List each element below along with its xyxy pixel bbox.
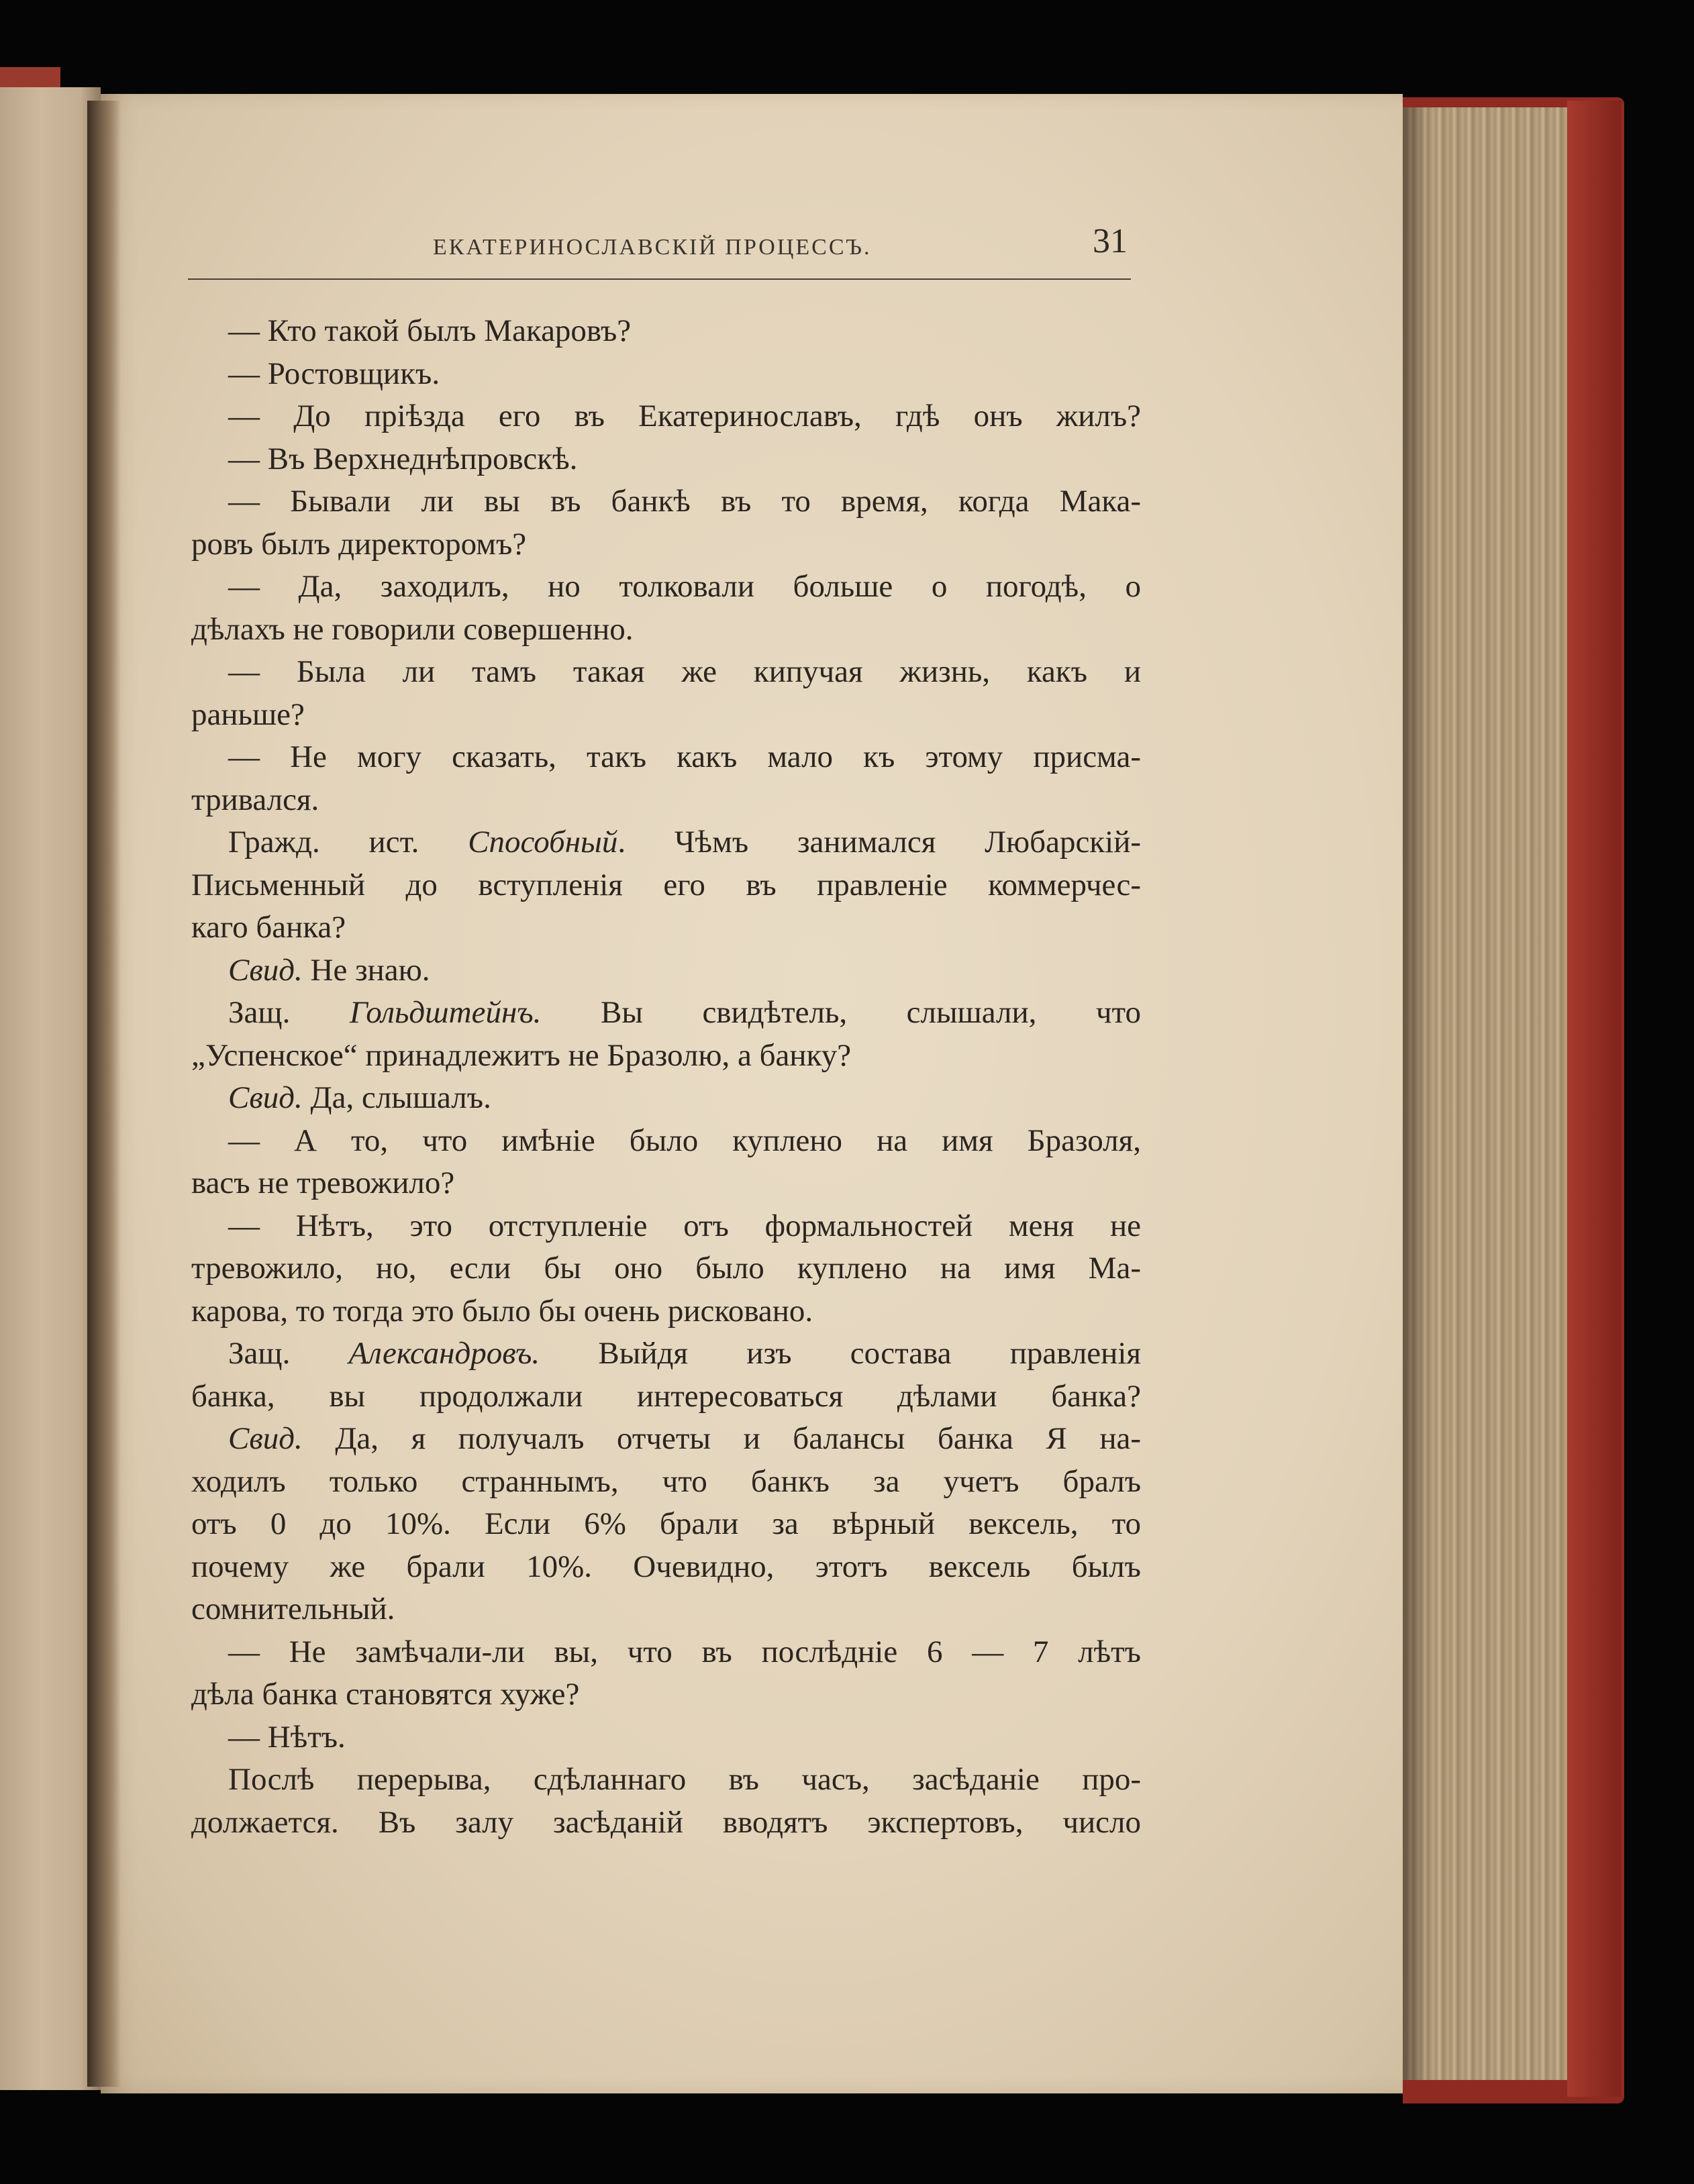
text-line: — Не замѣчали-ли вы, что въ послѣдніе 6 — 7 лѣтъ xyxy=(228,1634,1141,1669)
text-line: „Успенское“ принадлежитъ не Бразолю, а банку? xyxy=(191,1037,852,1073)
text-line: тривался. xyxy=(191,782,319,817)
text-line-segment: Да, слышалъ. xyxy=(302,1080,491,1115)
text-line: — А то, что имѣніе было куплено на имя Бразоля, xyxy=(228,1123,1141,1158)
text-line xyxy=(191,992,1141,1035)
text-line: — До пріѣзда его въ Екатеринославъ, гдѣ онъ жилъ? xyxy=(228,399,1141,433)
text-line-segment: Защ. xyxy=(228,995,350,1030)
running-title: ЕКАТЕРИНОСЛАВСКІЙ ПРОЦЕССЪ. xyxy=(433,235,872,260)
text-line xyxy=(191,1077,1141,1120)
text-line: — Была ли тамъ такая же кипучая жизнь, какъ и xyxy=(228,654,1141,689)
text-line: — Да, заходилъ, но толковали больше о погодѣ, о xyxy=(228,569,1141,604)
text-line: раньше? xyxy=(191,696,305,732)
page-edges-shadow xyxy=(1403,107,1430,2080)
text-line: — Бывали ли вы въ банкѣ въ то время, когда Мака- xyxy=(228,484,1141,519)
speaker-name: Свид. xyxy=(228,1421,303,1456)
text-line: Послѣ перерыва, сдѣланнаго въ часъ, засѣданіе про- xyxy=(228,1762,1141,1797)
text-line: ходилъ только страннымъ, что банкъ за учетъ бралъ xyxy=(191,1463,1141,1499)
text-line: — Кто такой былъ Макаровъ? xyxy=(228,313,632,348)
text-line: васъ не тревожило? xyxy=(191,1165,455,1200)
text-line xyxy=(191,1333,1141,1375)
text-line-segment: Защ. xyxy=(228,1336,349,1371)
speaker-name: Способный xyxy=(468,825,618,860)
text-line-segment: Не знаю. xyxy=(302,952,430,988)
text-line: сомнительный. xyxy=(191,1592,395,1626)
text-line: дѣла банка становятся хуже? xyxy=(191,1677,580,1712)
text-line: тревожило, но, если бы оно было куплено на имя Ма- xyxy=(191,1251,1141,1286)
text-line: банка, вы продолжали интересоваться дѣлами банка? xyxy=(191,1378,1141,1414)
text-line: Письменный до вступленія его въ правленіе коммерчес- xyxy=(191,867,1141,902)
text-line-segment: Гражд. ист. xyxy=(228,825,468,860)
page-number: 31 xyxy=(1093,222,1128,260)
text-line: — Не могу сказать, такъ какъ мало къ этому присма- xyxy=(228,739,1141,774)
text-line-segment: Да, я получалъ отчеты и балансы банка Я на- xyxy=(302,1421,1141,1456)
text-line xyxy=(191,821,1141,864)
text-line: каго банка? xyxy=(191,910,346,945)
text-line-segment: . Чѣмъ занимался Любарскій- xyxy=(617,825,1141,860)
text-line: — Въ Верхнеднѣпровскѣ. xyxy=(228,441,578,476)
text-line: карова, то тогда это было бы очень рисковано. xyxy=(191,1293,813,1329)
text-line xyxy=(191,1418,1141,1461)
cover-spine-edge xyxy=(1567,101,1621,2097)
speaker-name: Свид. xyxy=(228,952,303,988)
previous-page-strip xyxy=(0,87,101,2090)
speaker-name: Свид. xyxy=(228,1080,303,1115)
speaker-name: Гольдштейнъ. xyxy=(349,995,542,1030)
text-line: ровъ былъ директоромъ? xyxy=(191,526,527,562)
text-line: отъ 0 до 10%. Если 6% брали за вѣрный вексель, то xyxy=(191,1506,1141,1541)
text-line: почему же брали 10%. Очевидно, этотъ вексель былъ xyxy=(191,1549,1141,1584)
speaker-name: Александровъ. xyxy=(348,1336,540,1371)
running-header xyxy=(195,221,1128,275)
text-line: — Нѣтъ, это отступленіе отъ формальностей меня не xyxy=(228,1208,1141,1243)
text-line: должается. Въ залу засѣданій вводятъ экспертовъ, число xyxy=(191,1804,1141,1840)
text-line-segment: Вы свидѣтель, слышали, что xyxy=(541,995,1141,1030)
text-line-segment: Выйдя изъ состава правленія xyxy=(540,1336,1141,1371)
body-text xyxy=(191,310,1141,1844)
page-gutter-shadow xyxy=(87,101,121,2087)
text-line: — Ростовщикъ. xyxy=(228,356,440,391)
text-line xyxy=(191,949,1141,992)
header-rule xyxy=(188,278,1131,280)
text-line: — Нѣтъ. xyxy=(228,1719,346,1755)
text-line: дѣлахъ не говорили совершенно. xyxy=(191,611,634,647)
